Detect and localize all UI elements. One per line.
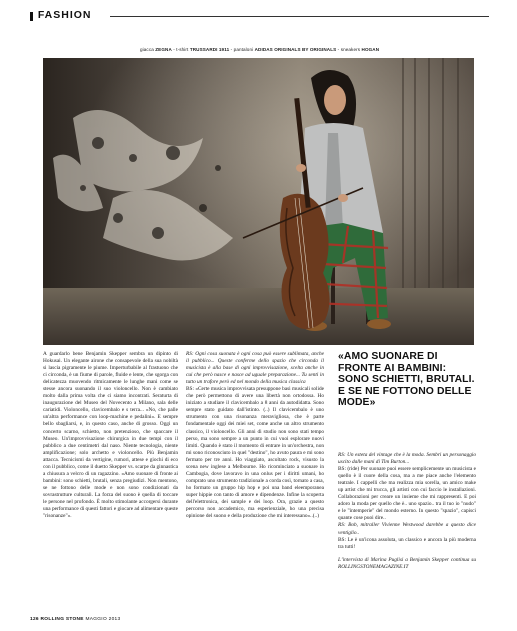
fashion-credits: giacca ZEGNA - t-shirt TRUSSARDI 1911 - pantaloni ADIDAS ORIGINALS BY ORIGINALS - sneakers HOGAN bbox=[140, 47, 380, 52]
issue-date: MAGGIO 2013 bbox=[85, 617, 121, 622]
cellist-photo bbox=[43, 58, 474, 345]
article-body-1: A guardarlo bene Benjamin Skepper sembra un dipinto di Hokusai. Un elegante airone che consapevole della sua nobiltà si lascia pigramente le piume. Imperturbabile al frastuono che ci circonda, è un fiume di parole, fluide e lente, che sgorga con delicatezza muovendo ritmicamente le lunghe mani come se stesse ancora suonando il suo violoncello. Non è cambiato molto dalla prima volta che ci siamo incontrati. Seraturta di inaugurazione del Museo del Novecento a Milano, sala delle cariatidi. Violoncello, clavicembalo e s terra... «No, che palle un'altra performance con loop-machine e pedalini». E sempre bello sbagliarsi, e, in questo caso, anche di grosso. Oggi un concerto scarno, schietto, non pretenzioso, che spaccare il Museo. Un'improvvisazione chirurgica in due tempi con il pubblico a due centimetri dal naso. Niente tecnologia, niente amplificazione; solo archetto e violoncello. Più Benjamin attacca. Tecnicismi da vertigine, rumori, attese e giochi di eco con il pubblico, come il duetto Skepper vs. scarpe da ginnastica a chiusura a velcro di un ragazzino. «Amo suonare di fronte ai bambini: sono schietti, brutali, senza pregiudizi. Non mentono, se ne fottono delle mode e non sono condizionati da sovrastrutture culturali. La forza del suono è quella di toccare le persone nel profondo. È molto stimolante accorgersi durante una performance di questi fattori e giocare ad alimentare queste "risonanze"». bbox=[43, 351, 178, 520]
pull-quote: «AMO SUONARE DI FRONTE AI BAMBINI: SONO SCHIETTI, BRUTALI. E SE NE FOTTONO DELLE MODE» bbox=[338, 351, 475, 409]
interview-question-1: RS: Ogni cosa suonata è ogni cosa può essere sublimata, anche il pubblico... Queste conferme dello spazio che circonda il musicista è alla base di ogni improvvisazione, scelta anche in cui che però nasce e nasce ad uguale preparazione... Tu senti in tutto un trafore però ed nel mondo della musica classica bbox=[186, 351, 324, 386]
interview-answer-1: BS: «Certe musica improvvisata presuppone basi musicali solide che però permettono di avere una libertà non ortodossa. Ho iniziato a studiare il clavicembalo a 8 anni da autodidatta. Sono sempre stato guidato dall'istinto. (..) Il clavicembalo è uno strumento con una risonanza meravigliosa, che è parte fondamentale oggi dei miei set, come anche un altro strumento classico, il violoncello. Gli anni di studio non sono stati tempo perso, ma sono sempre a un punto in cui vuoi esplorare nuovi limiti. Quando è stato il momento di entrare in un'orchestra, non mi sono riconosciuto in quel "destino", ho avuto paura e mi sono fermato per tre anni. Ho viaggiato, ascoltato rock, visusto la scena new inglese a Melbourne. Ho ricominciato a suonare in Cambogia, dove lavoravo in una onlus per i diritti umani, ho comprato uno strumento tradizionale a corda così, tornato a casa, ho formato un gruppo hip hop e poi una band eleemporanea super hippie con tanto di amore e dipendenze. Infine la scoperta dell'elettronica, dei sample e dei loop. Ora, grazie a questo percorso non accademico, ma esperienziale, ho una precisa opinione del suono e della produzione che mi interessano»..(..) bbox=[186, 386, 324, 520]
article-column-1 bbox=[43, 351, 178, 520]
interview-question-2: RS: Un esteta del vintage che è la moda. Sembri un personaggio uscito dalle mani di Tim Burton... bbox=[338, 452, 476, 466]
article-column-2 bbox=[186, 351, 324, 520]
magazine-name: ROLLING STONE bbox=[40, 617, 84, 622]
interview-question-3: RS: Bob, mitraller Vivienne Westwood darebbe a questo dice ventiglio.. bbox=[338, 522, 476, 536]
section-title: FASHION bbox=[37, 9, 92, 21]
photo-illustration bbox=[43, 58, 474, 345]
interview-answer-2: BS: (ride) Per suonare puoi essere semplicemente un musicista e quello è il cuore della cosa, ma a me piace anche l'elemento teatrale. I cappelli che ma realizza mia sorella, un amico make up artist che mi trucca, gli artisti con cui faccio le installazioni. Collaborazioni per creare un insieme che mi rappresenti. E poi adoro la moda per quello che è.. uno spazio.. tra il tuo io "nudo" e le "intemperie" del mondo esterno. In questo "spazio", capisci quante cose puoi dire.. bbox=[338, 466, 476, 522]
header-rule bbox=[110, 16, 489, 17]
page-footer bbox=[30, 617, 120, 622]
page-number: 126 bbox=[30, 617, 39, 622]
interview-continuation-credit: Lʼintervista di Marina Puglisi a Benjamin Skepper continua su ROLLINGSTONEMAGAZINE.IT bbox=[338, 556, 476, 570]
article-column-3 bbox=[338, 452, 476, 571]
interview-answer-3: BS: Le è un'icona assoluta, un classico e ancora la più moderna tra tutti! bbox=[338, 536, 476, 550]
